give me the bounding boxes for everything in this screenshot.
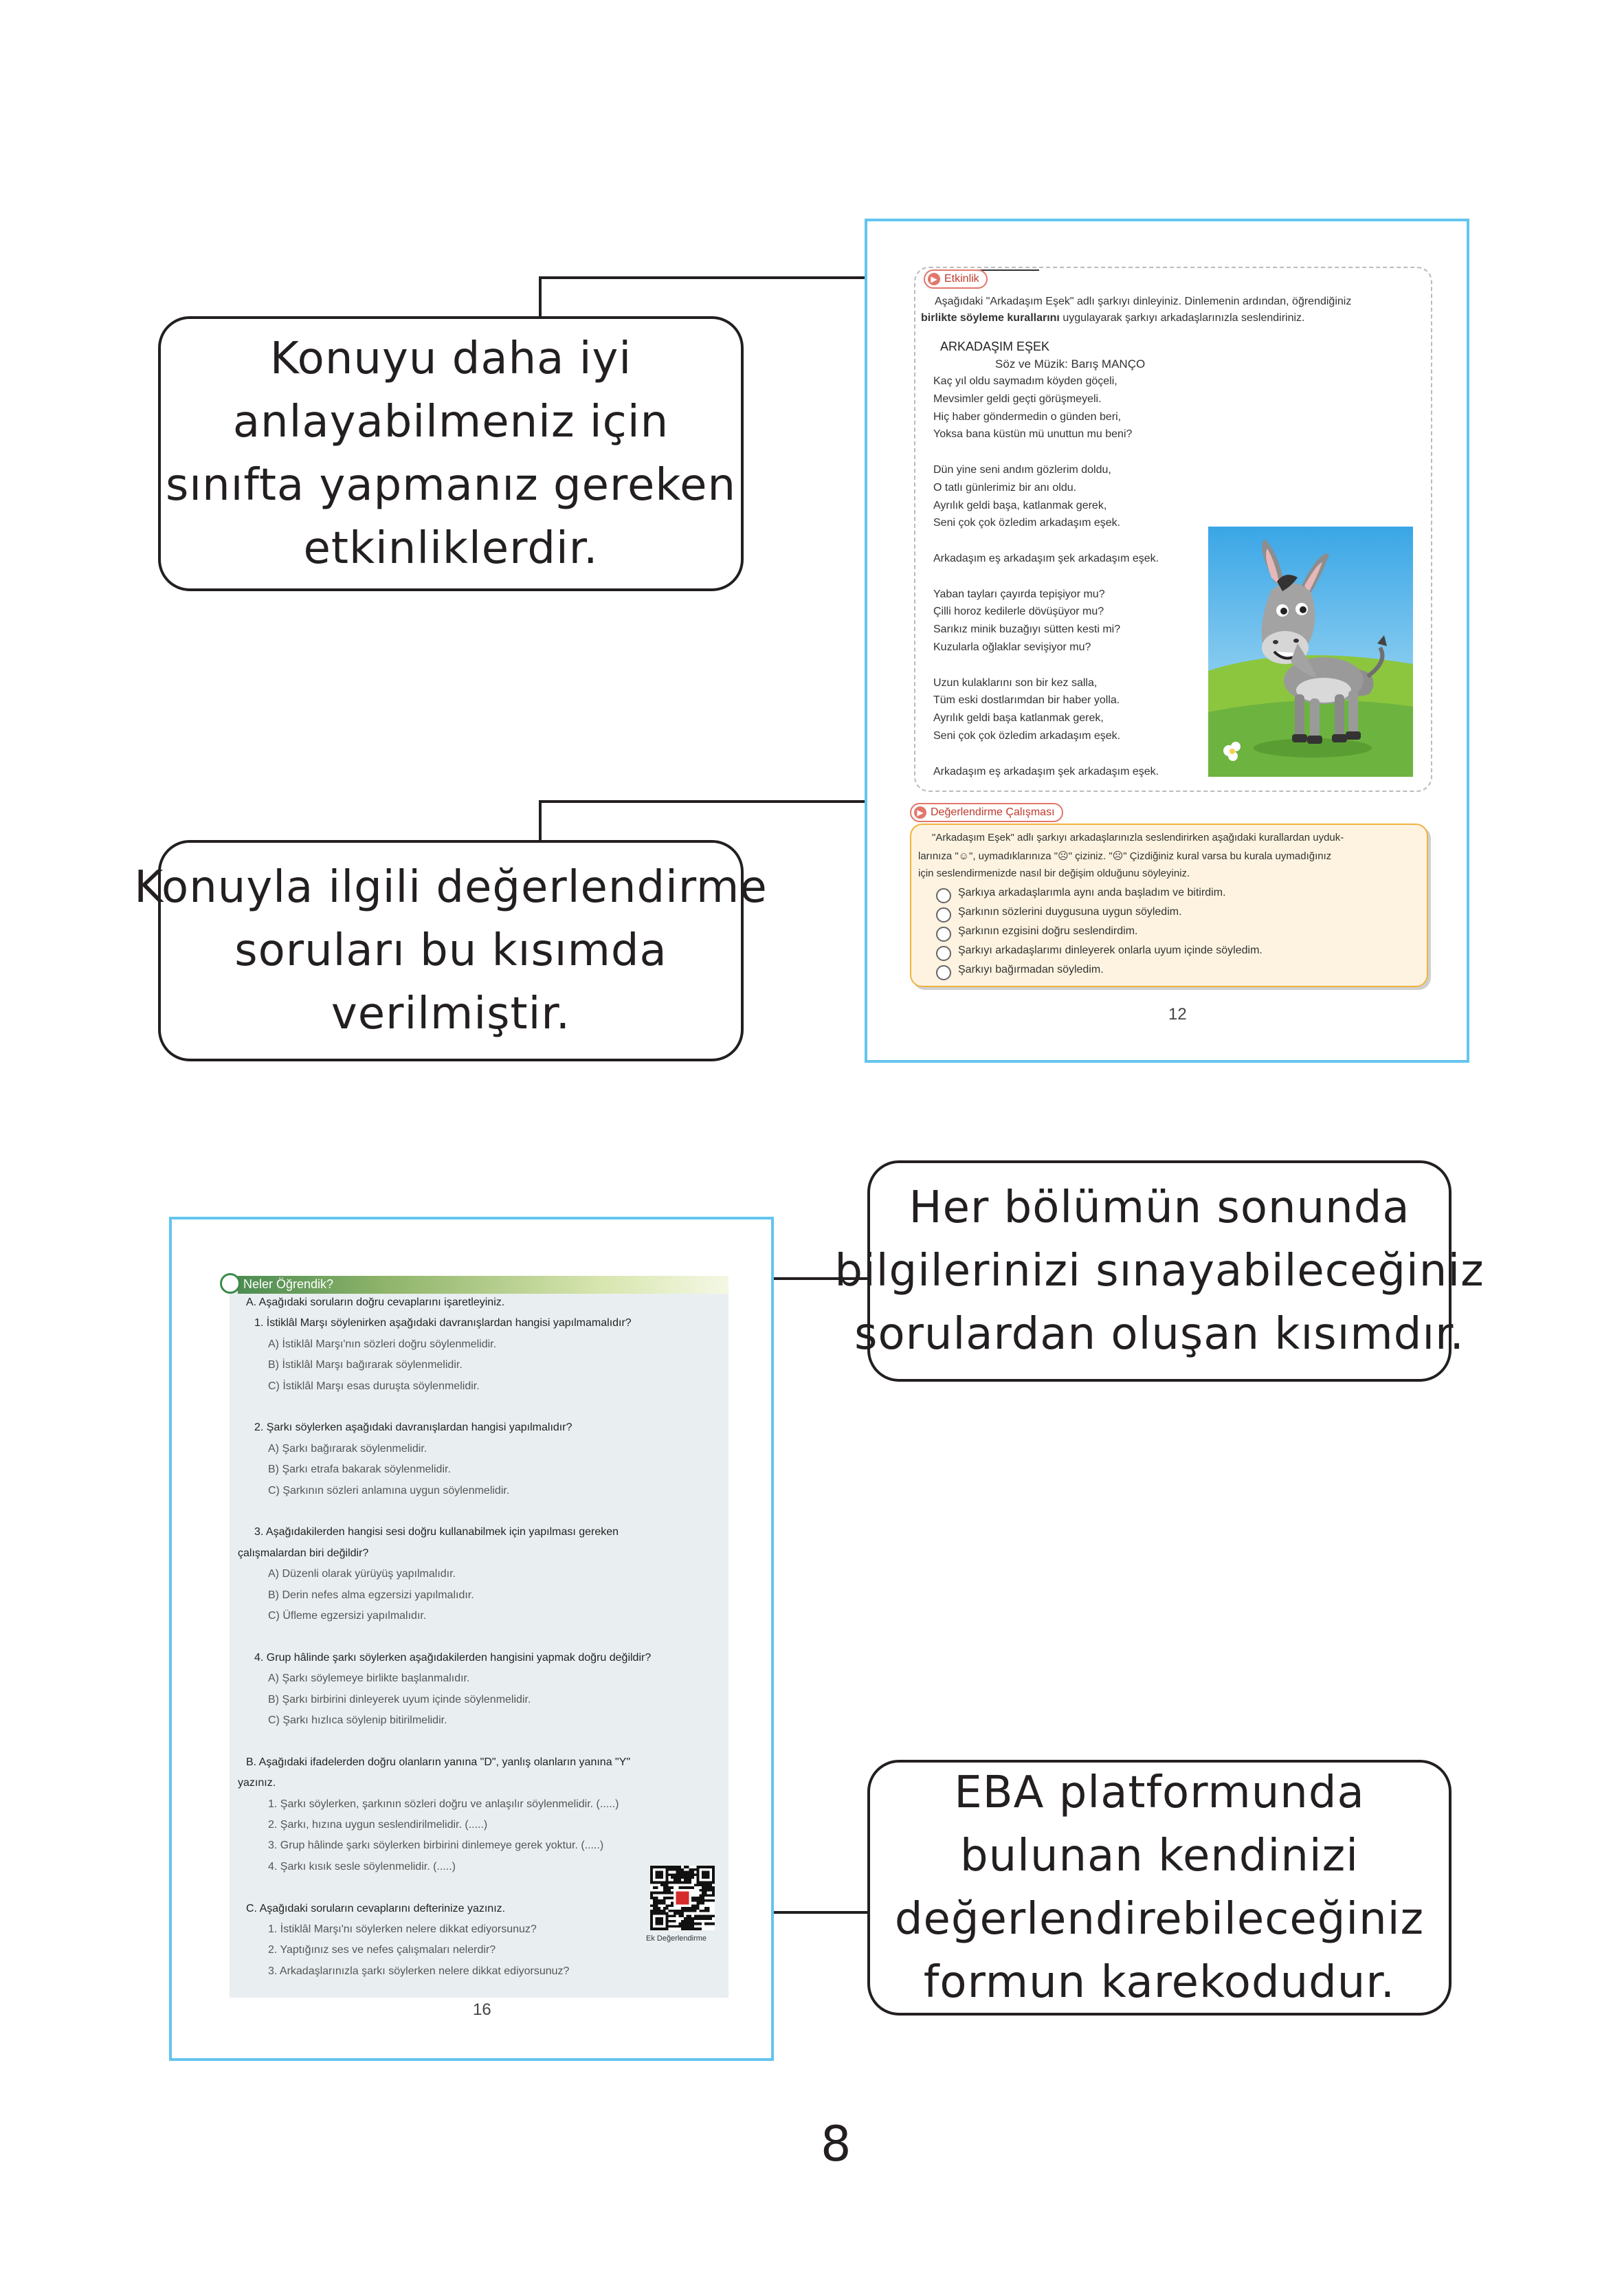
lyric-line: Seni çok çok özledim arkadaşım eşek. [933,730,1121,742]
question-line: B) Şarkı etrafa bakarak söylenmelidir. [268,1464,451,1476]
question-line: A) Şarkı bağırarak söylenmelidir. [268,1442,427,1455]
question-line: A) İstiklâl Marşı'nın sözleri doğru söylenmelidir. [268,1338,497,1350]
callout-line: değerlendirebileceğiniz [894,1894,1425,1945]
question-line: 1. Şarkı söylerken, şarkının sözleri doğru ve anlaşılır söylenmelidir. (.....) [268,1798,619,1810]
callout-line: etkinliklerdir. [303,523,599,574]
activity-instruction-rest: uygulayarak şarkıyı arkadaşlarınızla seslendiriniz. [1059,312,1305,324]
song-credit: Söz ve Müzik: Barış MANÇO [995,357,1146,371]
callout-line: anlayabilmeniz için [232,397,669,448]
play-icon: ▶ [928,273,940,285]
rule-label: Şarkının ezgisini doğru seslendirdim. [958,925,1138,937]
question-line: 4. Grup hâlinde şarkı söylerken aşağıdakilerden hangisini yapmak doğru değildir? [254,1651,652,1664]
question-line: C) Şarkı hızlıca söylenip bitirilmelidir. [268,1714,447,1726]
callout-line: EBA platformunda [954,1767,1365,1818]
lyric-line: Ayrılık geldi başa katlanmak gerek, [933,712,1104,725]
rule-label: Şarkıyı bağırmadan söyledim. [958,964,1104,975]
sample-page-12 [865,219,1469,1063]
rule-label: Şarkıya arkadaşlarımla aynı anda başladım ve bitirdim. [958,887,1226,898]
question-line: 3. Arkadaşlarınızla şarkı söylerken nelere dikkat ediyorsunuz? [268,1965,570,1977]
rule-checkbox[interactable] [936,927,951,942]
lyric-line: Seni çok çok özledim arkadaşım eşek. [933,517,1121,529]
callout-line: Konuyla ilgili değerlendirme [134,862,768,913]
lyric-line: Kaç yıl oldu saymadım köyden göçeli, [933,375,1117,387]
lyric-line: Uzun kulaklarını son bir kez salla, [933,676,1098,689]
question-line: 1. İstiklâl Marşı'nı söylerken nelere dikkat ediyorsunuz? [268,1923,537,1935]
callout-line: formun karekodudur. [923,1957,1396,2008]
qr-code-icon [650,1866,715,1930]
lyric-line: Kuzularla oğlaklar sevişiyor mu? [933,641,1091,653]
evaluation-instruction-line: larınıza "☺", uymadıklarınıza "☹" çiziniz. "☹" Çizdiğiniz kural varsa bu kurala uymadığınız [918,850,1332,862]
activity-instruction [921,312,1304,324]
question-line: yazınız. [238,1777,276,1789]
lyric-line: O tatlı günlerimiz bir anı oldu. [933,481,1077,494]
lyric-line: Hiç haber göndermedin o günden beri, [933,410,1122,423]
question-line: C) Şarkının sözleri anlamına uygun söylenmelidir. [268,1484,510,1497]
rule-label: Şarkının sözlerini duygusuna uygun söyledim. [958,906,1182,918]
activity-instruction-bold: birlikte söyleme kurallarını [921,312,1060,324]
rule-label: Şarkıyı arkadaşlarımı dinleyerek onlarla uyum içinde söyledim. [958,945,1263,956]
rule-checkbox[interactable] [936,907,951,923]
question-line: 2. Şarkı söylerken aşağıdaki davranışlardan hangisi yapılmalıdır? [254,1422,572,1434]
callout-line: sınıfta yapmanız gereken [165,460,737,511]
sample-page-16 [169,1217,774,2061]
question-line: B) Şarkı birbirini dinleyerek uyum içinde söylenmelidir. [268,1693,531,1706]
rule-checkbox[interactable] [936,946,951,961]
question-line: 3. Aşağıdakilerden hangisi sesi doğru kullanabilmek için yapılması gereken [254,1526,619,1538]
callout-line: bulunan kendinizi [959,1831,1359,1881]
lyric-line: Çilli horoz kedilerle dövüşüyor mu? [933,606,1104,618]
page-number: 8 [821,2116,852,2172]
question-line: A) Şarkı söylemeye birlikte başlanmalıdır. [268,1673,470,1685]
evaluation-tag [910,803,1063,822]
evaluation-instruction-line: için seslendirmenizde nasıl bir değişim olduğunu söyleyiniz. [918,868,1190,879]
arrow-icon [540,802,892,840]
question-line: B. Aşağıdaki ifadelerden doğru olanların yanına "D", yanlış olanların yanına "Y" [246,1756,631,1768]
lyric-line: Dün yine seni andım gözlerim doldu, [933,464,1111,476]
qr-caption: Ek Değerlendirme [646,1934,707,1943]
lyric-line: Yaban tayları çayırda tepişiyor mu? [933,588,1105,600]
sample-page-number: 16 [473,2000,491,2019]
evaluation-card [910,824,1428,987]
callout-line: sorulardan oluşan kısımdır. [854,1309,1465,1360]
rule-checkbox[interactable] [936,888,951,903]
lyric-line: Arkadaşım eş arkadaşım şek arkadaşım eşek. [933,553,1159,564]
question-line: C) Üfleme egzersizi yapılmalıdır. [268,1610,427,1622]
donkey-illustration [1208,527,1413,777]
lyric-line: Sarıkız minik buzağıyı sütten kesti mi? [933,623,1121,636]
evaluation-instruction-line: "Arkadaşım Eşek" adlı şarkıyı arkadaşlarınızla seslendirirken aşağıdaki kurallardan uyduk- [932,832,1344,843]
question-line: C. Aşağıdaki soruların cevaplarını defterinize yazınız. [246,1902,506,1914]
activity-instruction: Aşağıdaki "Arkadaşım Eşek" adlı şarkıyı dinleyiniz. Dinlemenin ardından, öğrendiğiniz [935,296,1352,307]
sample-page-number: 12 [1168,1005,1187,1024]
play-icon: ▶ [914,806,926,819]
callout-line: bilgilerinizi sınayabileceğiniz [834,1246,1484,1296]
question-line: C) İstiklâl Marşı esas duruşta söylenmelidir. [268,1380,480,1392]
magnifier-icon [220,1273,241,1294]
evaluation-tag-label: Değerlendirme Çalışması [931,806,1055,818]
question-line: 3. Grup hâlinde şarkı söylerken birbirini dinlemeye gerek yoktur. (.....) [268,1840,604,1852]
activity-tag-label: Etkinlik [944,273,979,285]
section-tag-label: Neler Öğrendik? [243,1277,334,1291]
callout-line: soruları bu kısımda [234,925,667,976]
callout-line: Konuyu daha iyi [269,333,632,384]
lyric-line: Ayrılık geldi başa, katlanmak gerek, [933,499,1107,511]
question-line: B) Derin nefes alma egzersizi yapılmalıdır. [268,1589,474,1601]
question-line: 4. Şarkı kısık sesle söylenmelidir. (.....) [268,1860,456,1873]
question-line: A. Aşağıdaki soruların doğru cevaplarını işaretleyiniz. [246,1296,505,1308]
rule-checkbox[interactable] [936,965,951,980]
arrow-icon [540,278,892,316]
lyric-line: Mevsimler geldi geçti görüşmeyeli. [933,393,1102,405]
question-line: A) Düzenli olarak yürüyüş yapılmalıdır. [268,1568,456,1580]
question-line: B) İstiklâl Marşı bağırarak söylenmelidir. [268,1359,463,1371]
lyric-line: Arkadaşım eş arkadaşım şek arkadaşım eşek. [933,765,1159,777]
song-title: ARKADAŞIM EŞEK [940,340,1050,353]
callout-line: Her bölümün sonunda [909,1182,1410,1233]
lyric-line: Yoksa bana küstün mü unuttun mu beni? [933,428,1133,441]
question-line: çalışmalardan biri değildir? [238,1547,369,1559]
lyric-line: Tüm eski dostlarımdan bir haber yolla. [933,694,1120,707]
question-line: 2. Yaptığınız ses ve nefes çalışmaları nelerdir? [268,1944,496,1956]
question-line: 2. Şarkı, hızına uygun seslendirilmelidir. (.....) [268,1819,488,1831]
question-line: 1. İstiklâl Marşı söylenirken aşağıdaki davranışlardan hangisi yapılmamalıdır? [254,1317,632,1329]
callout-line: verilmiştir. [331,989,571,1039]
activity-tag [924,269,988,289]
